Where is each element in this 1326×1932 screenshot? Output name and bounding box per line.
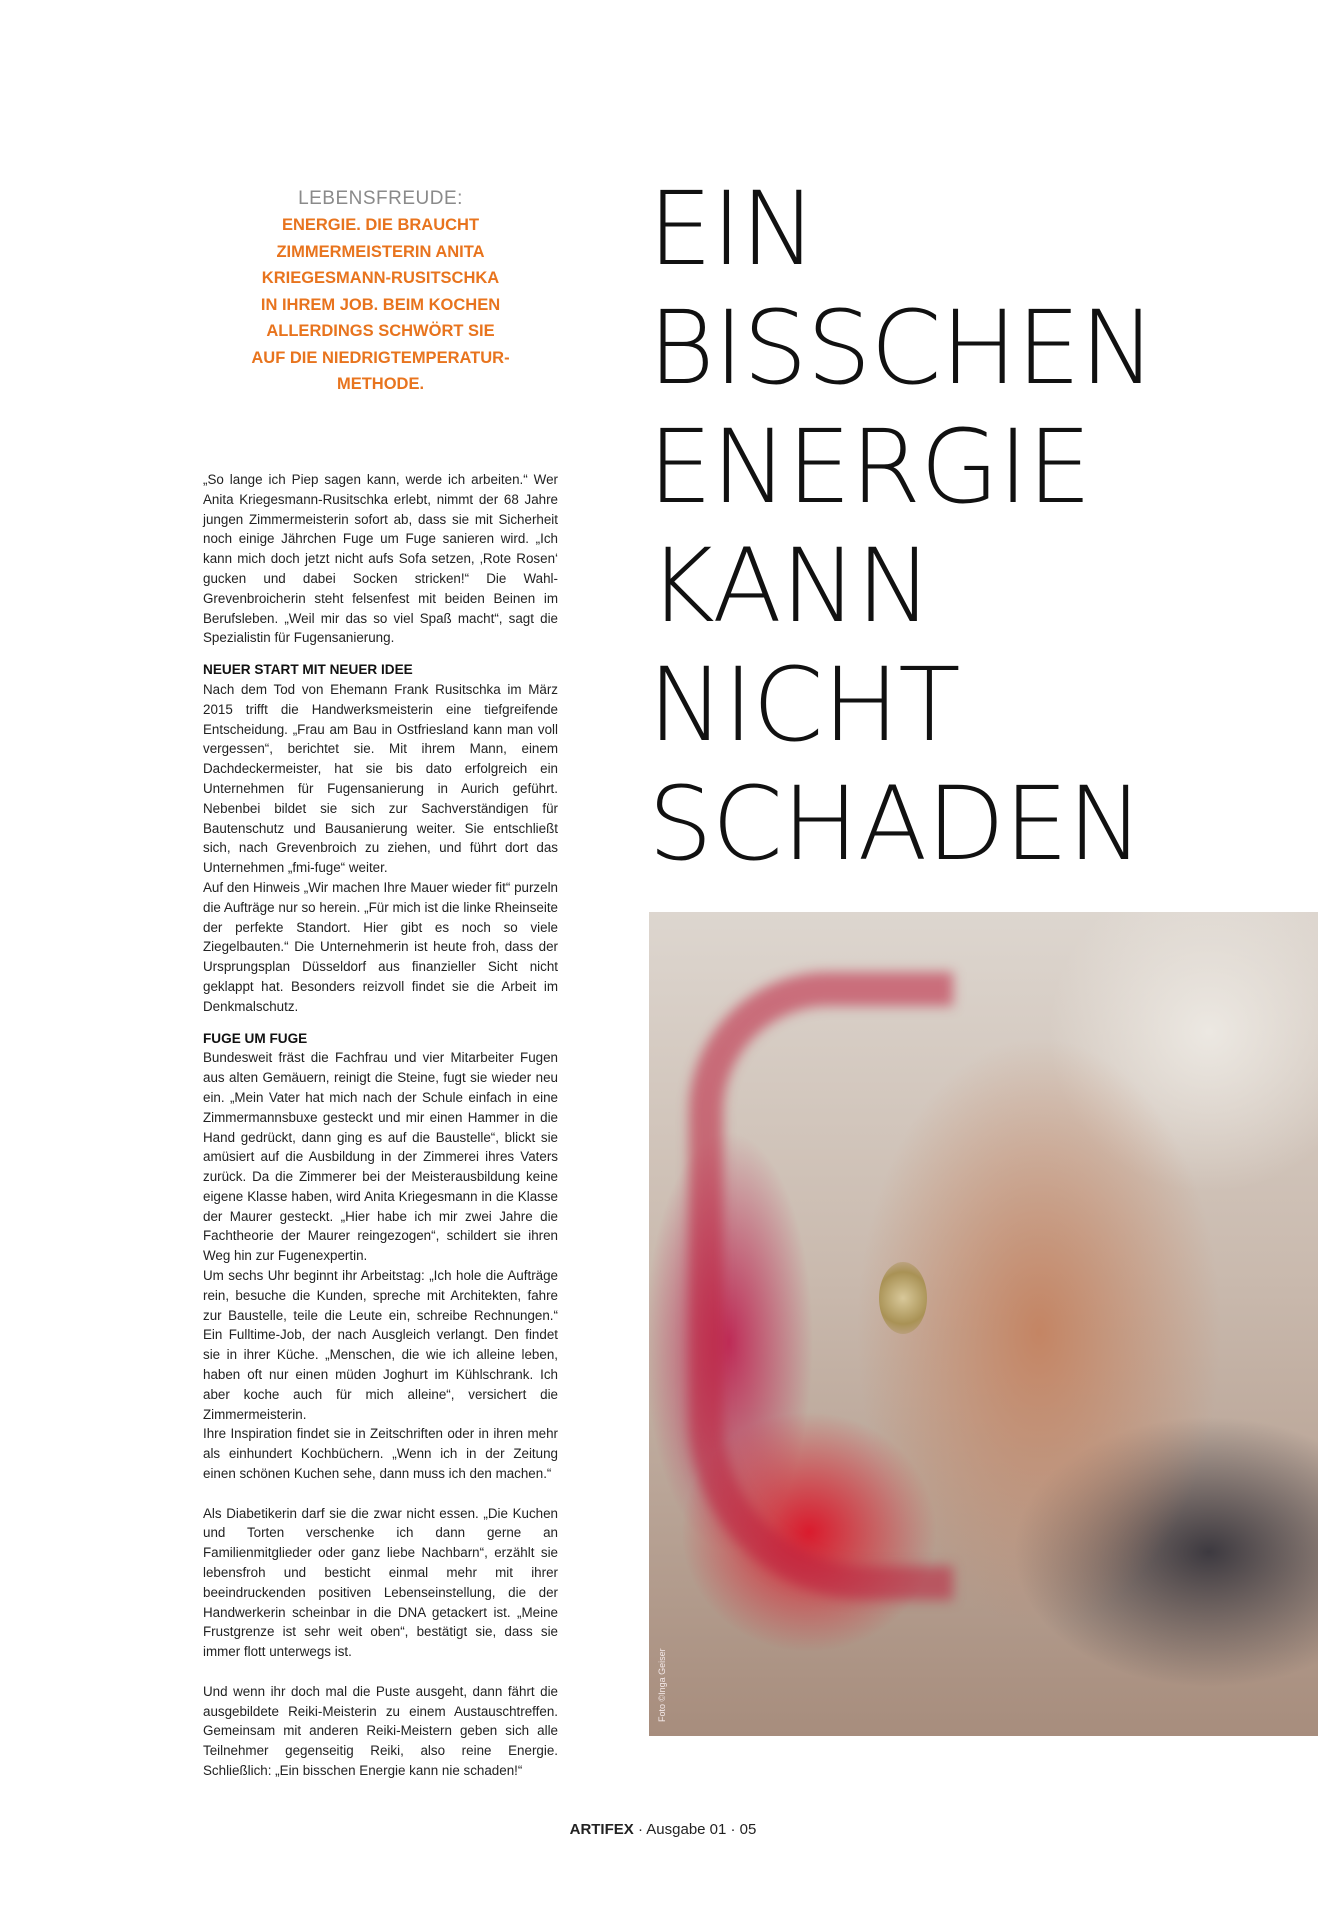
lead-line: AUF DIE NIEDRIGTEMPERATUR- [251, 348, 510, 367]
teaser-block [203, 188, 558, 398]
kicker: LEBENSFREUDE: [298, 188, 463, 209]
lead-text [203, 212, 558, 398]
headline-line: KANN [648, 527, 932, 646]
paragraph: Ihre Inspiration findet sie in Zeitschriften oder in ihren mehr als einhundert Kochbüchern. „Wenn ich in der Zeitung einen schönen Kuchen sehe, dann muss ich den machen.“ [203, 1426, 558, 1482]
lead-line: KRIEGESMANN-RUSITSCHKA [261, 269, 500, 287]
page-footer [0, 1821, 1326, 1838]
headline-line: SCHADEN [648, 765, 1143, 884]
lead-line: ALLERDINGS SCHWÖRT SIE [266, 322, 495, 340]
headline [648, 170, 1288, 884]
magazine-name: ARTIFEX [569, 1821, 634, 1838]
issue-number: · Ausgabe 01 · 05 [633, 1821, 757, 1838]
lead-line: ENERGIE. DIE BRAUCHT [281, 216, 480, 234]
lead-line: IN IHREM JOB. BEIM KOCHEN [260, 295, 501, 314]
lead-line: ZIMMERMEISTERIN ANITA [276, 242, 485, 261]
photo-credit: Foto ©Inga Geiser [657, 1648, 667, 1722]
headline-line: NICHT [648, 646, 960, 765]
section-heading: FUGE UM FUGE [203, 1030, 308, 1046]
ring-shape [879, 1262, 927, 1334]
headline-line: EIN [648, 170, 816, 289]
paragraph: Um sechs Uhr beginnt ihr Arbeitstag: „Ich hole die Aufträge rein, besuche die Kunden, spreche mit Architekten, fahre zur Baustelle, teile die Leute ein, schreibe Rechnungen.“ Ein Fulltime-Job, der nach Ausgleich verlangt. Den findet sie in ihrer Küche. „Menschen, die wie ich alleine leben, haben oft nur einen müden Joghurt im Kühlschrank. Ich aber koche auch für mich alleine“, versichert die Zimmermeisterin. [203, 1268, 558, 1422]
lead-line: METHODE. [336, 375, 425, 393]
paragraph: Auf den Hinweis „Wir machen Ihre Mauer wieder fit“ purzeln die Aufträge nur so herein. „Für mich ist die linke Rheinseite der perfekte Standort. Hier gibt es noch so viele Ziegelbauten.“ Die Unternehmerin ist heute froh, dass der Ursprungsplan Düsseldorf aus finanzieller Sicht nicht geklappt hat. Besonders reizvoll findet sie die Arbeit im Denkmalschutz. [203, 879, 558, 1014]
headline-line: BISSCHEN [648, 289, 1156, 408]
paragraph: Nach dem Tod von Ehemann Frank Rusitschka im März 2015 trifft die Handwerksmeisterin eine tiefgreifende Entscheidung. „Frau am Bau in Ostfriesland kann man voll vergessen“, berichtet sie. Mit ihrem Mann, einem Dachdeckermeister, hat sie bis dato erfolgreich ein Unternehmen für Fugensanierung in Aurich geführt. Nebenbei bildet sie sich zur Sachverständigen für Bautenschutz und Bausanierung weiter. Sie entschließt sich, nach Grevenbroich zu ziehen, und führt dort das Unternehmen „fmi-fuge“ weiter. [203, 681, 558, 876]
section-heading: NEUER START MIT NEUER IDEE [203, 662, 413, 678]
paragraph: Bundesweit fräst die Fachfrau und vier Mitarbeiter Fugen aus alten Gemäuern, reinigt die Steine, fugt sie wieder neu ein. „Mein Vater hat mich nach der Schule einfach in eine Zimmermannsbuxe gesteckt und mir einen Hammer in die Hand gedrückt, dann ging es auf die Baustelle“, blickt sie amüsiert auf die Ausbildung in der Zimmerei ihres Vaters zurück. Da die Zimmerer bei der Meisterausbildung keine eigene Klasse haben, wird Anita Kriegesmann in die Klasse der Maurer gesteckt. „Hier habe ich mir zwei Jahre die Fachtheorie der Maurer reingezogen“, schildert sie ihren Weg hin zur Fugenexpertin. [203, 1050, 558, 1264]
intro-paragraph: „So lange ich Piep sagen kann, werde ich arbeiten.“ Wer Anita Kriegesmann-Rusitschka erlebt, nimmt der 68 Jahre jungen Zimmermeisterin sofort ab, dass sie mit Sicherheit noch einige Jährchen Fuge um Fuge sanieren wird. „Ich kann mich doch jetzt nicht aufs Sofa setzen, ‚Rote Rosen‘ gucken und dabei Socken stricken!“ Die Wahl-Grevenbroicherin steht felsenfest mit beiden Beinen im Berufsleben. „Weil mir das so viel Spaß macht“, sagt die Spezialistin für Fugensanierung. [203, 472, 558, 646]
hand-photo [649, 912, 1318, 1736]
headline-line: ENERGIE [648, 408, 1091, 527]
paragraph: Als Diabetikerin darf sie die zwar nicht essen. „Die Kuchen und Torten verschenke ich dann gerne an Familienmitglieder oder ganz liebe Nachbarn“, erzählt sie lebensfroh und besticht einmal mehr mit ihrer beeindruckenden positiven Lebenseinstellung, die der Handwerkerin scheinbar in die DNA getackert ist. „Meine Frustgrenze ist sehr weit oben“, bestätigt sie, dass sie immer flott unterwegs ist. [203, 1505, 558, 1660]
paragraph: Und wenn ihr doch mal die Puste ausgeht, dann fährt die ausgebildete Reiki-Meisterin zu einem Austauschtreffen. Gemeinsam mit anderen Reiki-Meistern geben sich alle Teilnehmer gegenseitig Reiki, also reine Energie. Schließlich: „Ein bisschen Energie kann nie schaden!“ [203, 1683, 558, 1778]
article-body [203, 470, 558, 1781]
